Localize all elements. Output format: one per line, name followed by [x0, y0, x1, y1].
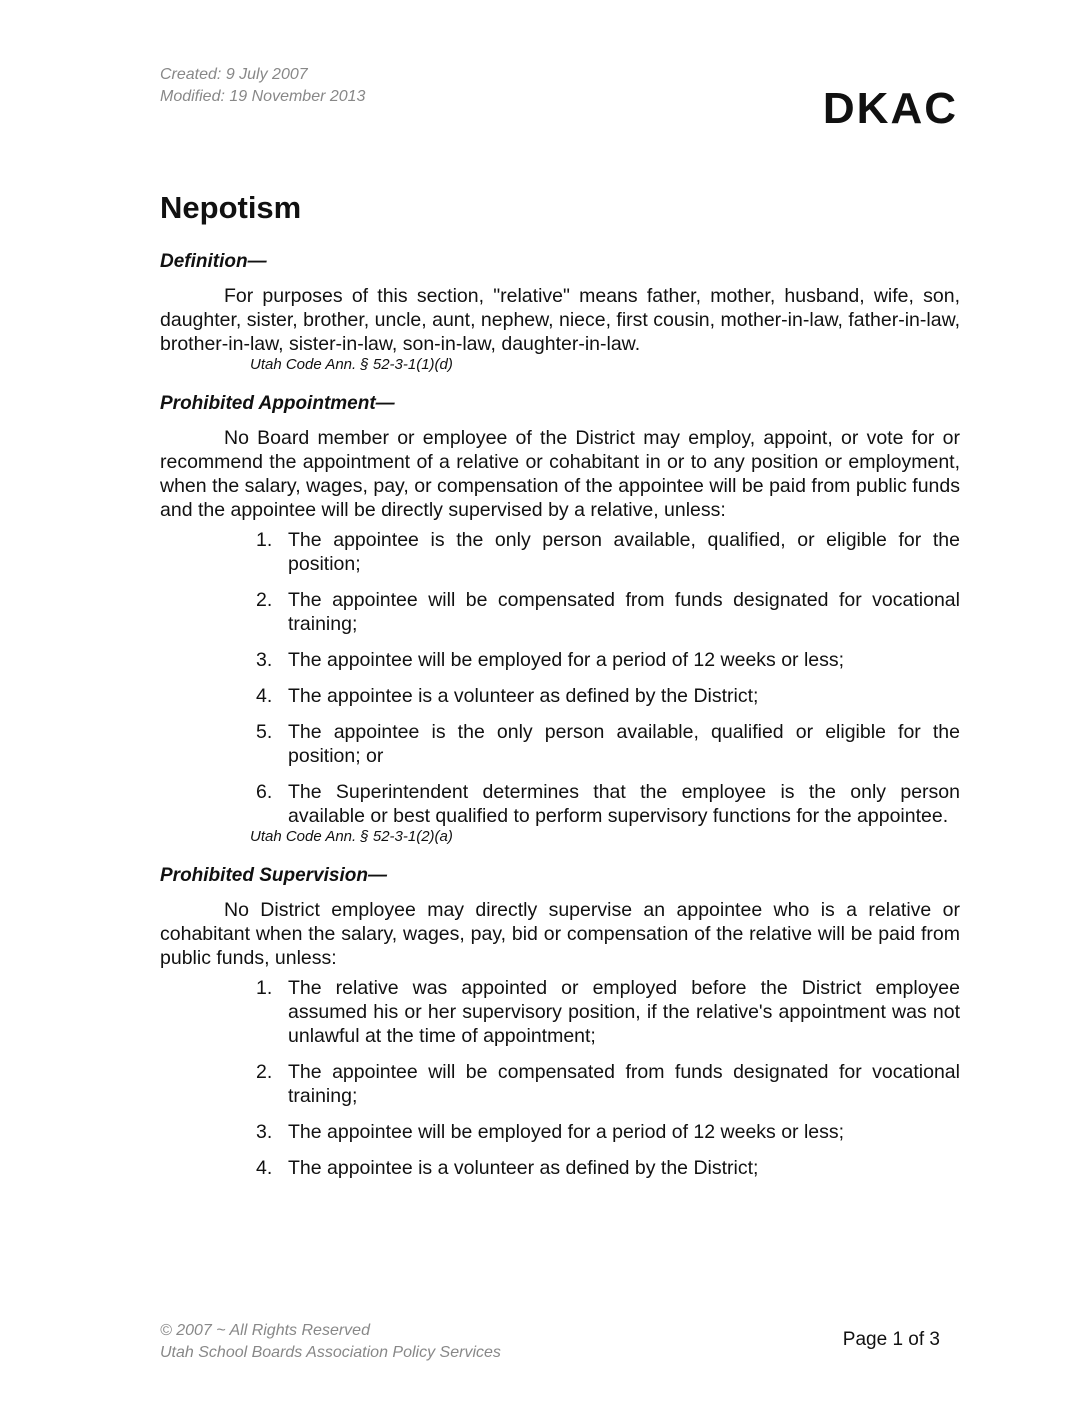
modified-date: Modified: 19 November 2013 — [160, 88, 366, 105]
copyright-text: © 2007 ~ All Rights Reserved — [160, 1322, 370, 1339]
list-item: 3. The appointee will be employed for a period of 12 weeks or less; — [256, 649, 845, 671]
appointment-section — [160, 392, 960, 846]
list-item: 2. The appointee will be compensated from funds designated for vocational training; — [256, 589, 960, 635]
appointment-paragraph: No Board member or employee of the District may employ, appoint, or vote for or recommend the appointment of a relative or cohabitant in or to any position or employment, when the salary, wages, pay, or compensation of the appointee will be paid from public funds and the appointee will be directly supervised by a relative, unless: — [160, 427, 960, 521]
definition-section — [160, 250, 960, 374]
supervision-heading: Prohibited Supervision— — [160, 865, 387, 886]
definition-heading: Definition— — [160, 251, 267, 272]
list-item: 6. The Superintendent determines that the employee is the only person available or best qualified to perform supervisory functions for the appointee. — [256, 781, 960, 827]
created-date: Created: 9 July 2007 — [160, 66, 308, 83]
page-title: Nepotism — [160, 190, 302, 225]
list-item: 1. The appointee is the only person available, qualified, or eligible for the position; — [256, 529, 960, 575]
page-number: Page 1 of 3 — [842, 1329, 940, 1350]
supervision-section — [160, 864, 960, 1180]
footer-notice — [160, 1320, 501, 1364]
definition-citation: Utah Code Ann. § 52-3-1(1)(d) — [250, 356, 453, 373]
list-item: 2. The appointee will be compensated from funds designated for vocational training; — [256, 1061, 960, 1107]
list-item: 4. The appointee is a volunteer as defined by the District; — [256, 685, 759, 707]
list-item: 4. The appointee is a volunteer as defined by the District; — [256, 1157, 759, 1179]
appointment-exceptions-list — [160, 528, 960, 828]
supervision-exceptions-list — [160, 976, 960, 1180]
appointment-heading: Prohibited Appointment— — [160, 393, 395, 414]
appointment-citation: Utah Code Ann. § 52-3-1(2)(a) — [250, 828, 453, 845]
definition-paragraph: For purposes of this section, "relative" means father, mother, husband, wife, son, daughter, sister, brother, uncle, aunt, nephew, niece, first cousin, mother-in-law, father-in-law, brother-in-law, sister-in-law, son-in-law, daughter-in-law. — [160, 285, 960, 355]
list-item: 3. The appointee will be employed for a period of 12 weeks or less; — [256, 1121, 845, 1143]
publisher-text: Utah School Boards Association Policy Services — [160, 1344, 501, 1361]
list-item: 5. The appointee is the only person available, qualified or eligible for the position; or — [256, 721, 960, 767]
policy-code: DKAC — [822, 84, 958, 133]
list-item: 1. The relative was appointed or employed before the District employee assumed his or her supervisory position, if the relative's appointment was not unlawful at the time of appointment; — [256, 977, 960, 1047]
document-meta — [160, 64, 365, 108]
document-body — [160, 250, 960, 1192]
supervision-paragraph: No District employee may directly supervise an appointee who is a relative or cohabitant when the salary, wages, pay, bid or compensation of the relative will be paid from public funds, unless: — [160, 899, 960, 969]
